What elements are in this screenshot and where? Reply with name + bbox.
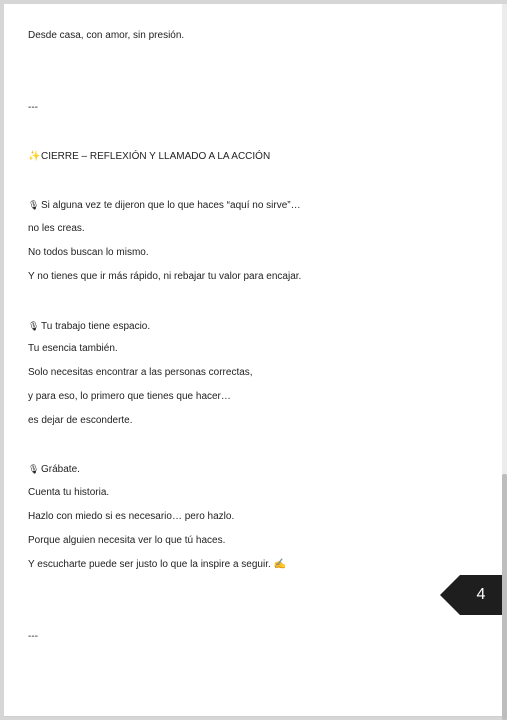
text-line <box>28 320 150 333</box>
text-line: Cuenta tu historia. <box>28 487 110 498</box>
text-line <box>28 199 301 212</box>
text-line: no les creas. <box>28 223 85 234</box>
text-line <box>28 559 286 571</box>
scrollbar[interactable] <box>502 4 507 716</box>
section-title <box>28 151 270 163</box>
microphone-icon: 🎙 <box>28 464 40 474</box>
text-line: Porque alguien necesita ver lo que tú haces. <box>28 535 226 546</box>
text-line: Tu esencia también. <box>28 343 118 354</box>
separator: --- <box>28 631 38 642</box>
section-title-text: CIERRE – REFLEXIÓN Y LLAMADO A LA ACCIÓN <box>41 151 271 162</box>
text-line: y para eso, lo primero que tienes que hacer… <box>28 391 231 402</box>
text-line: No todos buscan lo mismo. <box>28 247 149 258</box>
text-line: Y no tienes que ir más rápido, ni rebajar tu valor para encajar. <box>28 271 302 282</box>
text-line-content: Tu trabajo tiene espacio. <box>41 321 151 332</box>
text-line: Desde casa, con amor, sin presión. <box>28 30 185 41</box>
separator: --- <box>28 102 38 113</box>
text-line-content: Grábate. <box>41 464 80 475</box>
sparkles-icon: ✨ <box>28 151 41 162</box>
document-page <box>4 4 503 717</box>
text-line: es dejar de esconderte. <box>28 415 133 426</box>
text-line <box>28 463 80 476</box>
microphone-icon: 🎙 <box>28 200 40 210</box>
text-line-content: Y escucharte puede ser justo lo que la inspire a seguir. <box>28 559 271 570</box>
writing-hand-icon: ✍ <box>273 559 287 570</box>
page-number: 4 <box>476 586 486 603</box>
text-line: Hazlo con miedo si es necesario… pero hazlo. <box>28 511 235 522</box>
text-line-content: Si alguna vez te dijeron que lo que haces “aquí no sirve”… <box>41 200 301 211</box>
scrollbar-thumb[interactable] <box>502 474 507 720</box>
text-line: Solo necesitas encontrar a las personas correctas, <box>28 367 253 378</box>
page-number-badge <box>440 575 502 615</box>
microphone-icon: 🎙 <box>28 321 40 331</box>
